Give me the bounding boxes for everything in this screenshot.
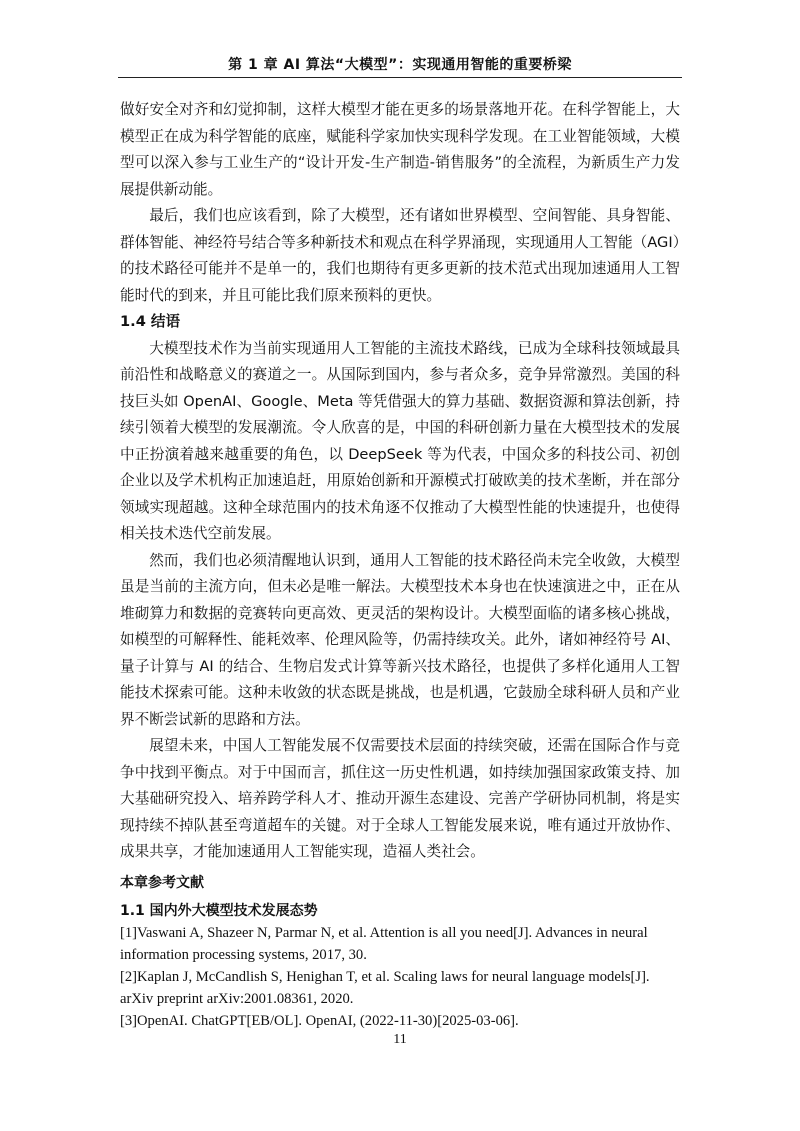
page-number: 11	[393, 1032, 407, 1047]
paragraph-4: 然而，我们也必须清醒地认识到，通用人工智能的技术路径尚未完全收敛，大模型虽是当前的主流方向，但未必是唯一解法。大模型技术本身也在快速演进之中，正在从堆砌算力和数据的竞赛转向更高效、更灵活的架构设计。大模型面临的诸多核心挑战，如模型的可解释性、能耗效率、伦理风险等，仍需持续攻关。此外，诸如神经符号 AI、量子计算与 AI 的结合、生物启发式计算等新兴技术路径，也提供了多样化通用人工智能技术探索可能。这种未收敛的状态既是挑战，也是机遇，它鼓励全球科研人员和产业界不断尝试新的思路和方法。	[120, 551, 680, 728]
references-heading: 本章参考文献	[120, 875, 204, 891]
header-rule	[118, 77, 682, 78]
reference-item: [3]OpenAI. ChatGPT[EB/OL]. OpenAI, (2022-11-30)[2025-03-06].	[120, 1013, 519, 1029]
running-header: 第 1 章 AI 算法“大模型”：实现通用智能的重要桥梁	[228, 57, 572, 73]
reference-item: [1]Vaswani A, Shazeer N, Parmar N, et al. Attention is all you need[J]. Advances in neural information processing systems, 2017, 30.	[120, 925, 648, 963]
main-content	[120, 97, 680, 866]
paragraph-2: 最后，我们也应该看到，除了大模型，还有诸如世界模型、空间智能、具身智能、群体智能、神经符号结合等多种新技术和观点在科学界涌现，实现通用人工智能（AGI）的技术路径可能并不是单一的，我们也期待有更多更新的技术范式出现加速通用人工智能时代的到来，并且可能比我们原来预料的更快。	[120, 207, 680, 304]
section-title: 1.4 结语	[120, 313, 181, 330]
references-section	[120, 872, 680, 1032]
paragraph-3: 大模型技术作为当前实现通用人工智能的主流技术路线，已成为全球科技领域最具前沿性和战略意义的赛道之一。从国际到国内，参与者众多，竞争异常激烈。美国的科技巨头如 OpenAI、Google、Meta 等凭借强大的算力基础、数据资源和算法创新，持续引领着大模型的发展潮流。令人欣喜的是，中国的科研创新力量在大模型技术的发展中正扮演着越来越重要的角色，以 DeepSeek 等为代表，中国众多的科技公司、初创企业以及学术机构正加速追赶，用原始创新和开源模式打破欧美的技术垄断，并在部分领域实现超越。这种全球范围内的技术角逐不仅推动了大模型性能的快速提升，也使得相关技术迭代空前发展。	[120, 339, 680, 542]
reference-item: [2]Kaplan J, McCandlish S, Henighan T, et al. Scaling laws for neural language models[J]. arXiv preprint arXiv:2001.08361, 2020.	[120, 969, 650, 1007]
paragraph-1: 做好安全对齐和幻觉抑制，这样大模型才能在更多的场景落地开花。在科学智能上，大模型正在成为科学智能的底座，赋能科学家加快实现科学发现。在工业智能领域，大模型可以深入参与工业生产的“设计开发-生产制造-销售服务”的全流程，为新质生产力发展提供新动能。	[120, 101, 680, 198]
references-subheading: 1.1 国内外大模型技术发展态势	[120, 903, 318, 919]
paragraph-5: 展望未来，中国人工智能发展不仅需要技术层面的持续突破，还需在国际合作与竞争中找到平衡点。对于中国而言，抓住这一历史性机遇，如持续加强国家政策支持、加大基础研究投入、培养跨学科人才、推动开源生态建设、完善产学研协同机制，将是实现持续不掉队甚至弯道超车的关键。对于全球人工智能发展来说，唯有通过开放协作、成果共享，才能加速通用人工智能实现，造福人类社会。	[120, 737, 680, 860]
